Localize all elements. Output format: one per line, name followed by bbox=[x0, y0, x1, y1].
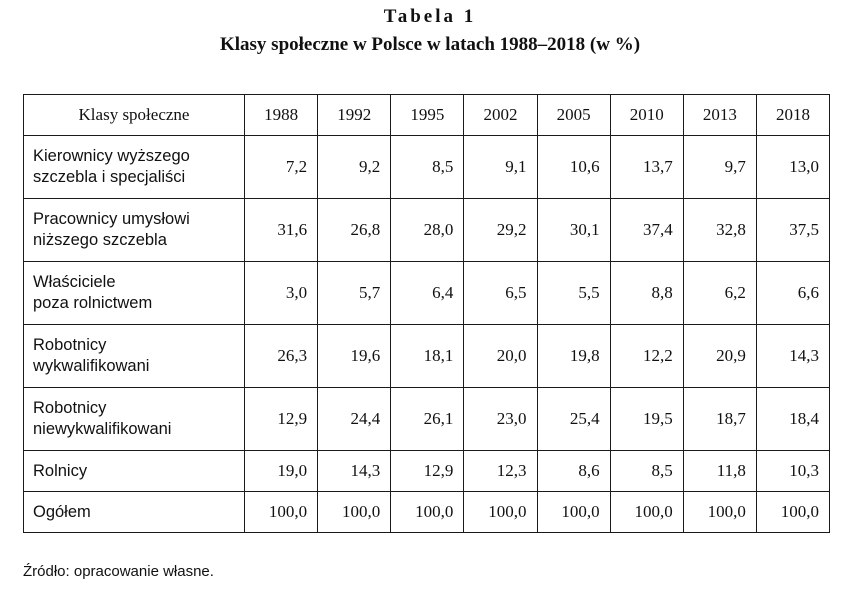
table-cell: 12,2 bbox=[610, 325, 683, 388]
table-cell: 19,8 bbox=[537, 325, 610, 388]
table-cell: 30,1 bbox=[537, 199, 610, 262]
table-cell: 5,7 bbox=[318, 262, 391, 325]
table-cell: 100,0 bbox=[683, 492, 756, 533]
table-cell: 26,1 bbox=[391, 388, 464, 451]
header-year: 1995 bbox=[391, 95, 464, 136]
table-cell: 18,7 bbox=[683, 388, 756, 451]
table-total-row bbox=[24, 492, 830, 533]
table-cell: 100,0 bbox=[245, 492, 318, 533]
table-cell: 13,7 bbox=[610, 136, 683, 199]
header-year: 2013 bbox=[683, 95, 756, 136]
table-cell: 32,8 bbox=[683, 199, 756, 262]
table-cell: 37,4 bbox=[610, 199, 683, 262]
table-cell: 31,6 bbox=[245, 199, 318, 262]
table-cell: 12,9 bbox=[245, 388, 318, 451]
table-cell: 100,0 bbox=[318, 492, 391, 533]
row-label: Robotnicy niewykwalifikowani bbox=[24, 388, 245, 451]
table-cell: 6,5 bbox=[464, 262, 537, 325]
row-label: Właściciele poza rolnictwem bbox=[24, 262, 245, 325]
table-row bbox=[24, 451, 830, 492]
row-label: Pracownicy umysłowi niższego szczebla bbox=[24, 199, 245, 262]
source-note: Źródło: opracowanie własne. bbox=[23, 563, 214, 580]
header-year: 2018 bbox=[756, 95, 829, 136]
table-cell: 19,5 bbox=[610, 388, 683, 451]
header-year: 1992 bbox=[318, 95, 391, 136]
table-cell: 19,6 bbox=[318, 325, 391, 388]
table-cell: 18,1 bbox=[391, 325, 464, 388]
table-row bbox=[24, 388, 830, 451]
table-cell: 8,5 bbox=[391, 136, 464, 199]
table-row bbox=[24, 136, 830, 199]
table-cell: 10,6 bbox=[537, 136, 610, 199]
table-cell: 18,4 bbox=[756, 388, 829, 451]
table-cell: 20,0 bbox=[464, 325, 537, 388]
table-cell: 12,3 bbox=[464, 451, 537, 492]
table-cell: 9,7 bbox=[683, 136, 756, 199]
table-cell: 23,0 bbox=[464, 388, 537, 451]
table-cell: 9,1 bbox=[464, 136, 537, 199]
table-cell: 100,0 bbox=[537, 492, 610, 533]
table-row bbox=[24, 325, 830, 388]
row-label: Robotnicy wykwalifikowani bbox=[24, 325, 245, 388]
table-cell: 6,2 bbox=[683, 262, 756, 325]
social-classes-table bbox=[23, 94, 830, 533]
table-cell: 100,0 bbox=[610, 492, 683, 533]
table-cell: 28,0 bbox=[391, 199, 464, 262]
table-cell: 25,4 bbox=[537, 388, 610, 451]
table-cell: 8,5 bbox=[610, 451, 683, 492]
table-cell: 10,3 bbox=[756, 451, 829, 492]
header-social-classes: Klasy społeczne bbox=[24, 95, 245, 136]
table-cell: 26,3 bbox=[245, 325, 318, 388]
table-row bbox=[24, 199, 830, 262]
table-number: Tabela 1 bbox=[383, 6, 477, 27]
header-year: 1988 bbox=[245, 95, 318, 136]
table-cell: 12,9 bbox=[391, 451, 464, 492]
table-cell: 8,8 bbox=[610, 262, 683, 325]
table-cell: 19,0 bbox=[245, 451, 318, 492]
row-label: Kierownicy wyższego szczebla i specjaliści bbox=[24, 136, 245, 199]
table-cell: 8,6 bbox=[537, 451, 610, 492]
table-cell: 100,0 bbox=[391, 492, 464, 533]
table-cell: 20,9 bbox=[683, 325, 756, 388]
table-cell: 5,5 bbox=[537, 262, 610, 325]
row-label: Ogółem bbox=[24, 492, 245, 533]
table-cell: 26,8 bbox=[318, 199, 391, 262]
table-row bbox=[24, 262, 830, 325]
table-cell: 37,5 bbox=[756, 199, 829, 262]
table-cell: 3,0 bbox=[245, 262, 318, 325]
header-year: 2010 bbox=[610, 95, 683, 136]
table-cell: 13,0 bbox=[756, 136, 829, 199]
table-cell: 6,4 bbox=[391, 262, 464, 325]
table-cell: 6,6 bbox=[756, 262, 829, 325]
table-cell: 7,2 bbox=[245, 136, 318, 199]
table-header-row bbox=[24, 95, 830, 136]
table-cell: 29,2 bbox=[464, 199, 537, 262]
table-cell: 14,3 bbox=[318, 451, 391, 492]
table-title: Klasy społeczne w Polsce w latach 1988–2018 (w %) bbox=[219, 34, 641, 55]
table-cell: 9,2 bbox=[318, 136, 391, 199]
header-year: 2002 bbox=[464, 95, 537, 136]
header-year: 2005 bbox=[537, 95, 610, 136]
table-cell: 24,4 bbox=[318, 388, 391, 451]
table-cell: 11,8 bbox=[683, 451, 756, 492]
table-cell: 100,0 bbox=[756, 492, 829, 533]
table-cell: 100,0 bbox=[464, 492, 537, 533]
row-label: Rolnicy bbox=[24, 451, 245, 492]
table-cell: 14,3 bbox=[756, 325, 829, 388]
